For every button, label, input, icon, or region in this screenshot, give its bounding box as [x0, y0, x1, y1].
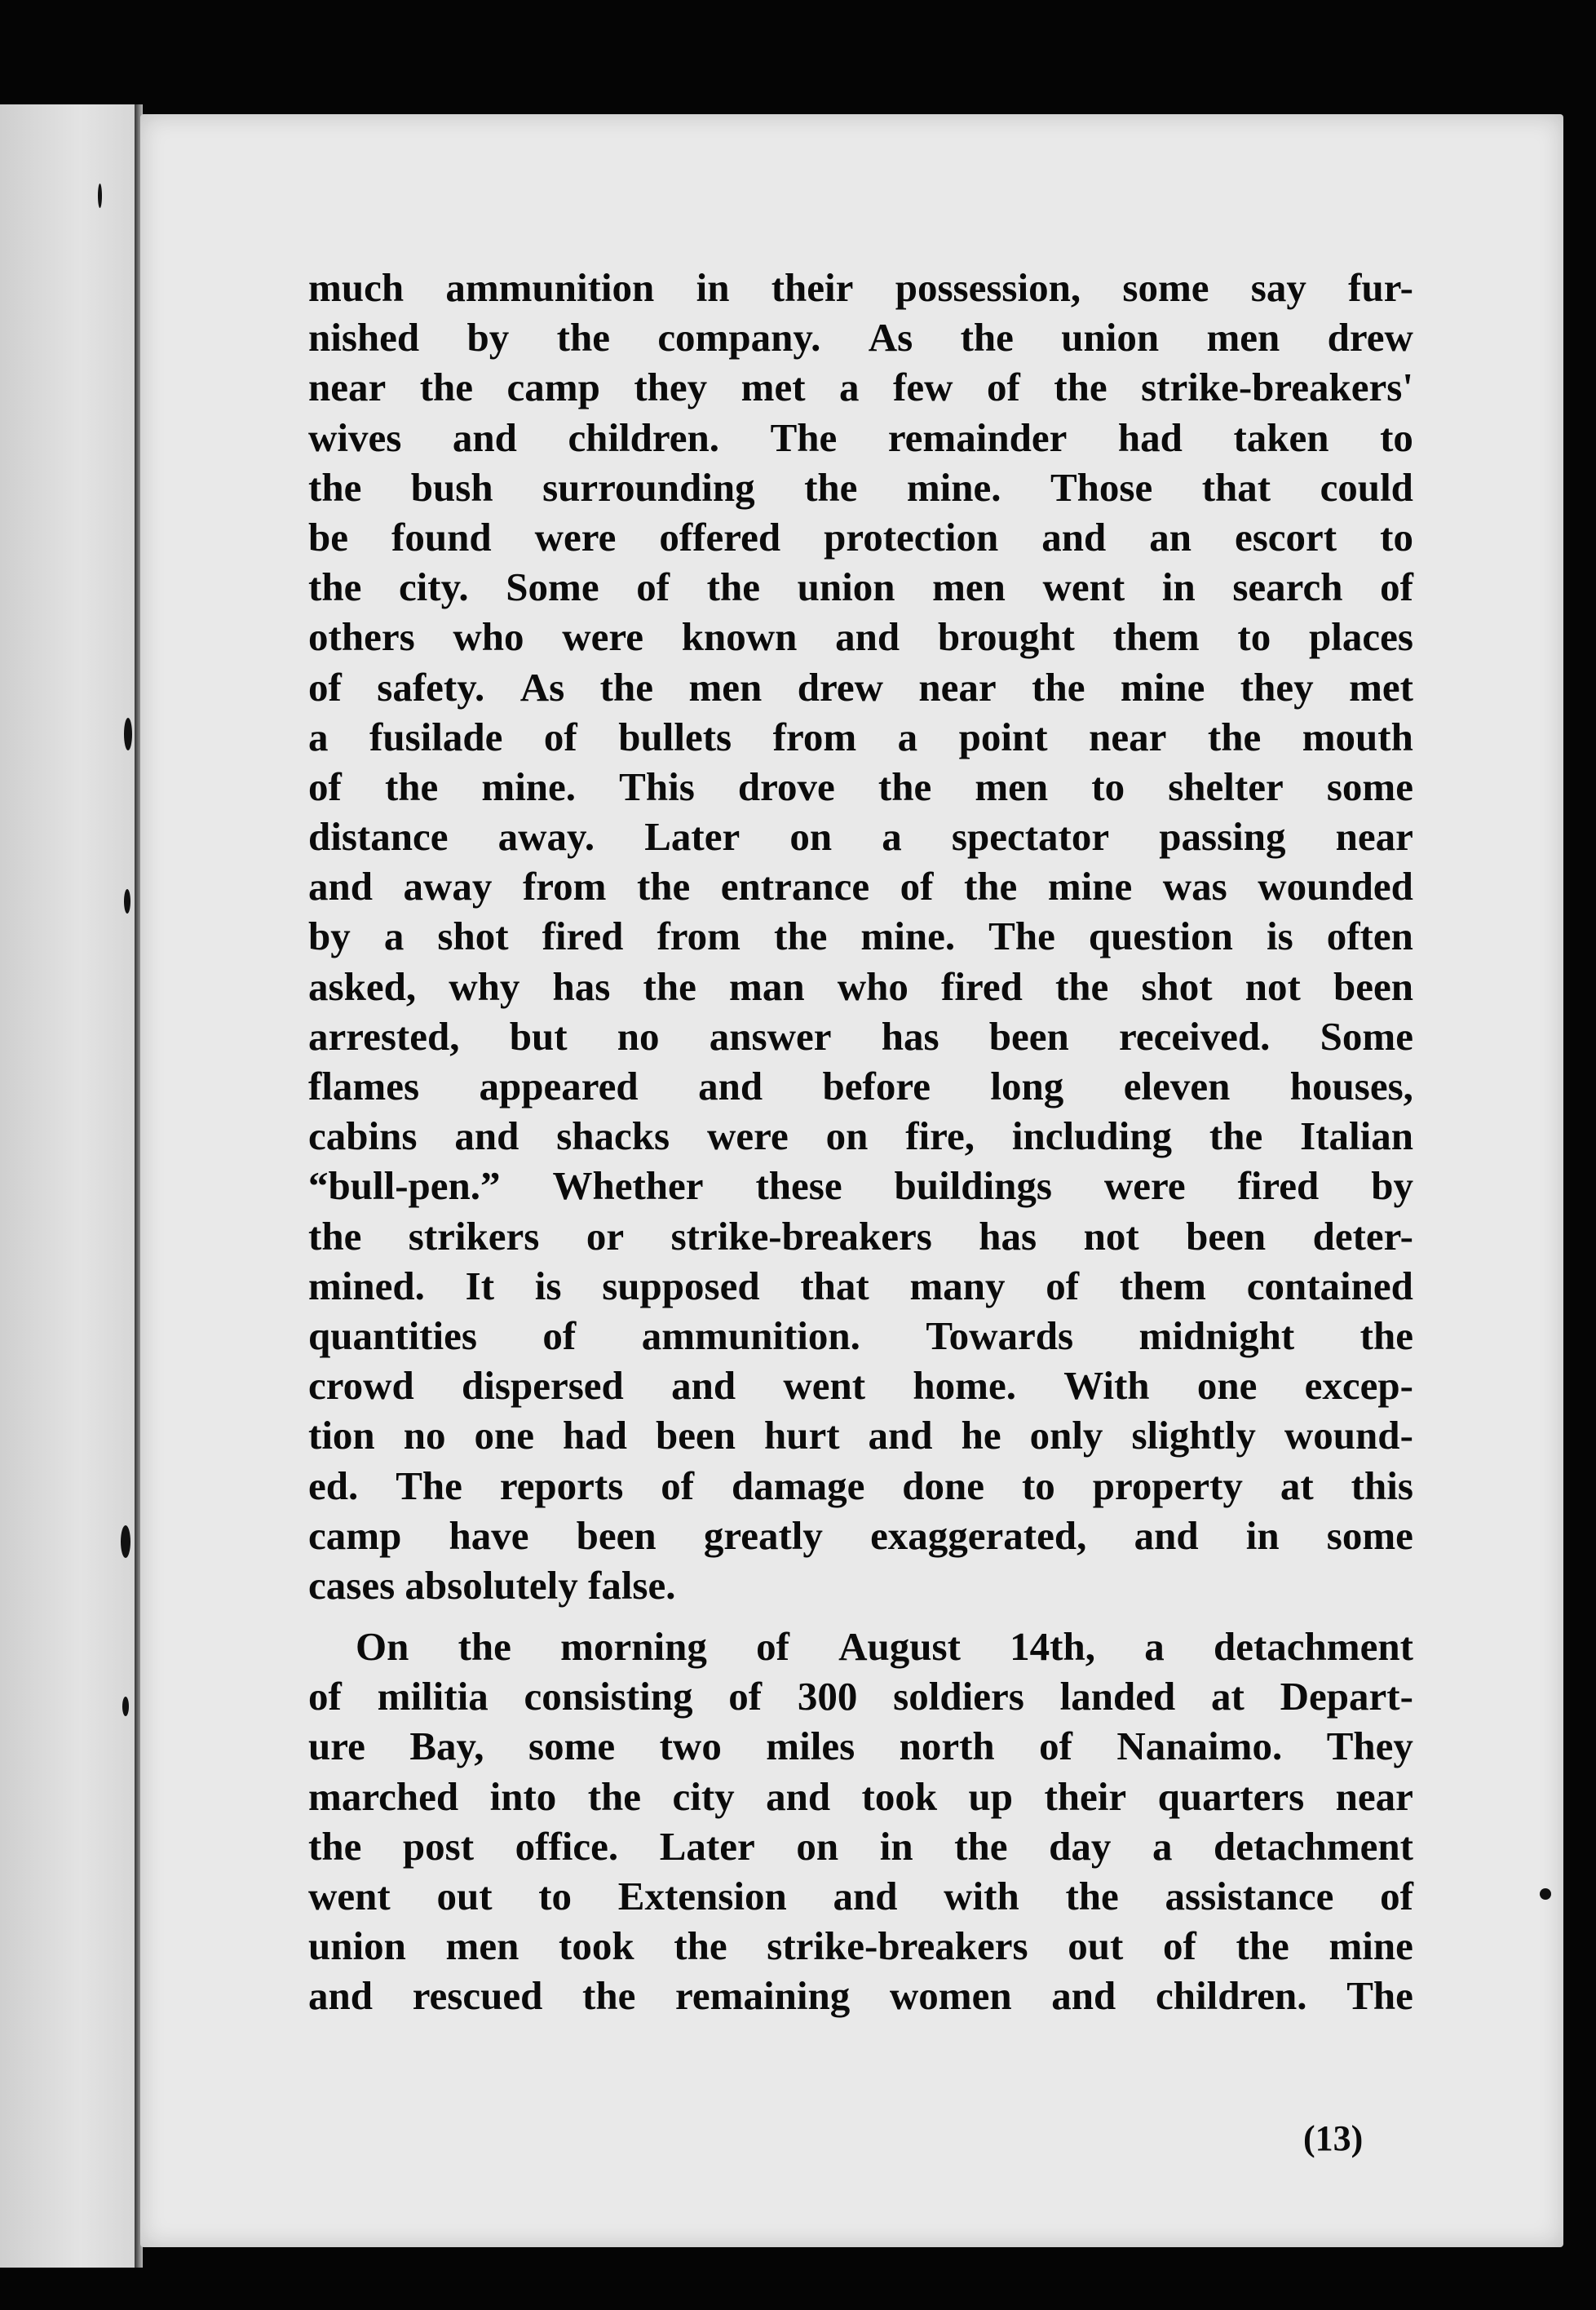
text-line: the city. Some of the union men went in search of — [308, 564, 1413, 610]
scan-speck — [124, 718, 132, 750]
text-line: cases absolutely false. — [308, 1562, 676, 1608]
scan-speck — [121, 1525, 130, 1558]
text-line: near the camp they met a few of the strike-breakers' — [308, 365, 1413, 410]
text-line: wives and children. The remainder had taken to — [308, 414, 1413, 460]
text-line: by a shot fired from the mine. The question is often — [308, 914, 1413, 959]
text-line: others who were known and brought them to places — [308, 614, 1413, 660]
text-line: the strikers or strike-breakers has not been deter- — [308, 1213, 1413, 1259]
text-line: of the mine. This drove the men to shelter some — [308, 763, 1413, 809]
text-line: much ammunition in their possession, some say fur- — [308, 265, 1413, 310]
text-line: be found were offered protection and an escort to — [308, 514, 1413, 560]
text-line: tion no one had been hurt and he only slightly wound- — [308, 1413, 1413, 1458]
text-line: and rescued the remaining women and children. The — [308, 1973, 1413, 2019]
scan-speck — [98, 184, 102, 208]
text-line: On the morning of August 14th, a detachment — [356, 1624, 1413, 1670]
text-line: cabins and shacks were on fire, including the Italian — [308, 1113, 1413, 1159]
text-line: of safety. As the men drew near the mine they met — [308, 664, 1413, 710]
text-line: nished by the company. As the union men drew — [308, 315, 1413, 361]
text-line: and away from the entrance of the mine was wounded — [308, 864, 1413, 909]
text-line: went out to Extension and with the assistance of — [308, 1874, 1413, 1918]
text-line: the bush surrounding the mine. Those that could — [308, 464, 1413, 510]
body-text — [308, 263, 1413, 2021]
text-line: mined. It is supposed that many of them contained — [308, 1263, 1413, 1308]
text-line: ure Bay, some two miles north of Nanaimo. They — [308, 1724, 1413, 1769]
text-line: a fusilade of bullets from a point near the mouth — [308, 714, 1413, 759]
scan-speck — [1540, 1888, 1551, 1900]
scan-speck — [124, 889, 130, 914]
text-line: arrested, but no answer has been received. Some — [308, 1013, 1413, 1059]
text-line: the post office. Later on in the day a detachment — [308, 1823, 1413, 1869]
scan-speck — [122, 1697, 129, 1716]
text-line: of militia consisting of 300 soldiers landed at Depart- — [308, 1674, 1413, 1719]
text-line: marched into the city and took up their quarters near — [308, 1773, 1413, 1819]
text-line: crowd dispersed and went home. With one excep- — [308, 1363, 1413, 1409]
text-line: “bull-pen.” Whether these buildings were fired by — [308, 1163, 1413, 1209]
text-line: distance away. Later on a spectator passing near — [308, 814, 1413, 860]
text-line: flames appeared and before long eleven houses, — [308, 1064, 1413, 1109]
left-page-edge — [0, 104, 138, 2268]
text-line: union men took the strike-breakers out of the mine — [308, 1923, 1413, 1969]
paragraph-gap — [308, 1610, 1413, 1622]
text-line: asked, why has the man who fired the shot not been — [308, 963, 1413, 1009]
text-line: quantities of ammunition. Towards midnight the — [308, 1312, 1413, 1358]
page-number: (13) — [1303, 2118, 1364, 2158]
text-line: ed. The reports of damage done to property at this — [308, 1463, 1413, 1508]
text-line: camp have been greatly exaggerated, and in some — [308, 1512, 1413, 1558]
